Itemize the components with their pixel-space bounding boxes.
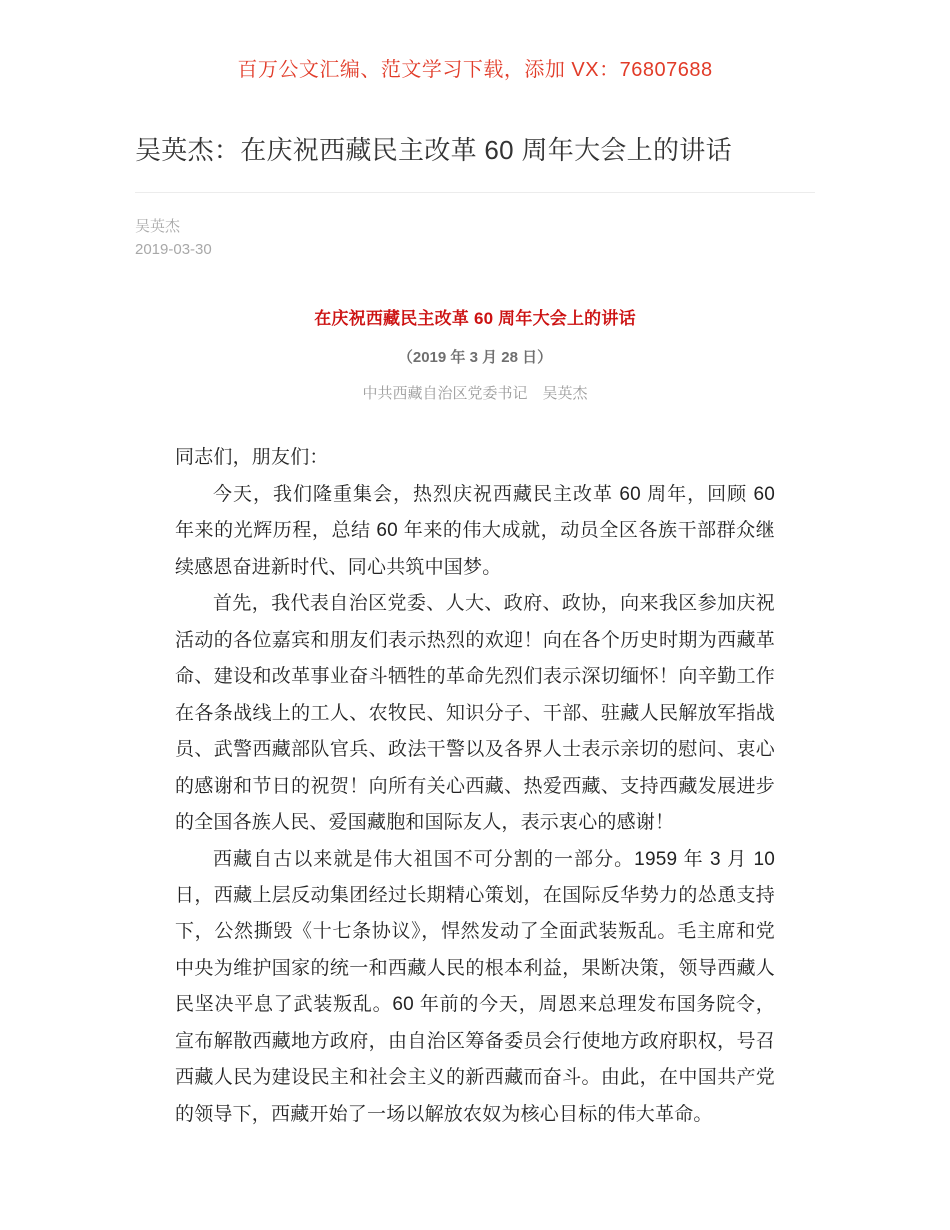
document-byline: 中共西藏自治区党委书记 吴英杰 <box>362 385 588 403</box>
paragraph-salutation: 同志们，朋友们： <box>175 447 329 469</box>
document-heading: 在庆祝西藏民主改革 60 周年大会上的讲话 <box>314 309 636 329</box>
article-meta <box>135 193 815 262</box>
document-paragraphs <box>175 406 775 1133</box>
paragraph-body: 今天，我们隆重集会，热烈庆祝西藏民主改革 60 周年，回顾 60 年来的光辉历程，总结 60 年来的伟大成就，动员全区各族干部群众继续感恩奋进新时代、同心共筑中国梦。 <box>175 483 775 578</box>
document-body <box>175 261 775 1133</box>
document-date-line: （2019 年 3 月 28 日） <box>397 349 553 367</box>
article-header <box>135 84 815 261</box>
promo-banner: 百万公文汇编、范文学习下载，添加 VX：76807688 <box>237 59 713 81</box>
meta-author: 吴英杰 <box>135 217 181 235</box>
paragraph-body: 首先，我代表自治区党委、人大、政府、政协，向来我区参加庆祝活动的各位嘉宾和朋友们表示热烈的欢迎！向在各个历史时期为西藏革命、建设和改革事业奋斗牺牲的革命先烈们表示深切缅怀！向辛勤工作在各条战线上的工人、农牧民、知识分子、干部、驻藏人民解放军指战员、武警西藏部队官兵、政法干警以及各界人士表示亲切的慰问、衷心的感谢和节日的祝贺！向所有关心西藏、热爱西藏、支持西藏发展进步的全国各族人民、爱国藏胞和国际友人，表示衷心的感谢！ <box>175 593 775 834</box>
meta-date: 2019-03-30 <box>135 240 212 258</box>
page-title: 吴英杰：在庆祝西藏民主改革 60 周年大会上的讲话 <box>135 135 732 165</box>
paragraph-body: 西藏自古以来就是伟大祖国不可分割的一部分。1959 年 3 月 10 日，西藏上层反动集团经过长期精心策划，在国际反华势力的怂恿支持下，公然撕毁《十七条协议》，悍然发动了全面武装叛乱。毛主席和党中央为维护国家的统一和西藏人民的根本利益，果断决策，领导西藏人民坚决平息了武装叛乱。60 年前的今天，周恩来总理发布国务院令，宣布解散西藏地方政府，由自治区筹备委员会行使地方政府职权，号召西藏人民为建设民主和社会主义的新西藏而奋斗。由此，在中国共产党的领导下，西藏开始了一场以解放农奴为核心目标的伟大革命。 <box>175 848 775 1125</box>
